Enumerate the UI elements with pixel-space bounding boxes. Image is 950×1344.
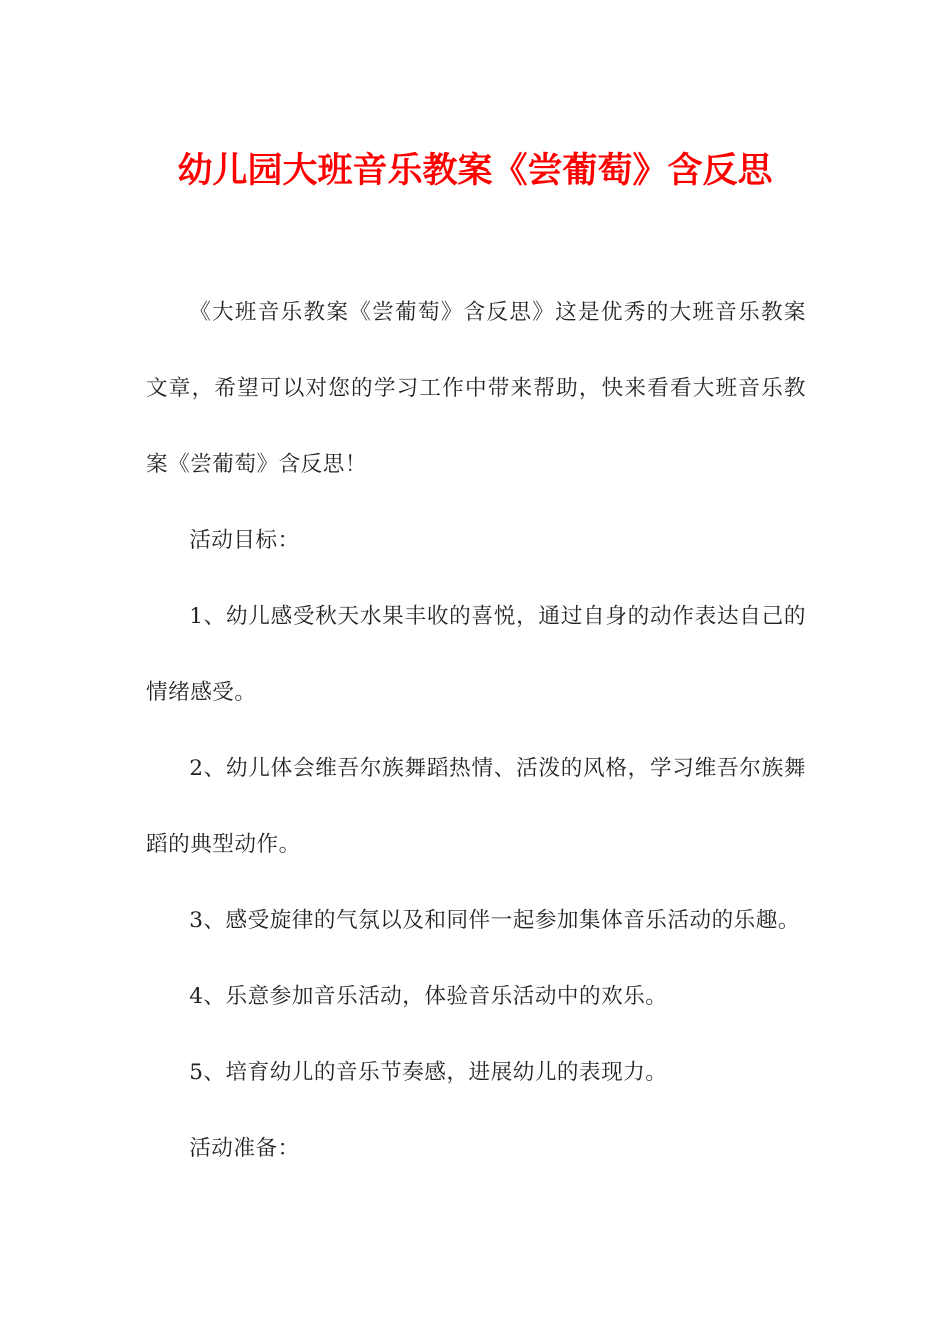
goal-item-5: 5、培育幼儿的音乐节奏感，进展幼儿的表现力。 bbox=[189, 1060, 668, 1085]
section-heading-preparation: 活动准备： bbox=[189, 1136, 300, 1161]
page-title: 幼儿园大班音乐教案《尝葡萄》含反思 bbox=[177, 151, 773, 191]
goal-item-1: 1、幼儿感受秋天水果丰收的喜悦，通过自身的动作表达自己的情绪感受。 bbox=[146, 604, 806, 705]
intro-paragraph: 《大班音乐教案《尝葡萄》含反思》这是优秀的大班音乐教案文章，希望可以对您的学习工作中带来帮助，快来看看大班音乐教案《尝葡萄》含反思！ bbox=[146, 300, 806, 477]
goal-item-4: 4、乐意参加音乐活动，体验音乐活动中的欢乐。 bbox=[189, 984, 668, 1009]
section-heading-goals: 活动目标： bbox=[189, 528, 300, 553]
goal-item-3: 3、感受旋律的气氛以及和同伴一起参加集体音乐活动的乐趣。 bbox=[189, 908, 800, 933]
goal-item-2: 2、幼儿体会维吾尔族舞蹈热情、活泼的风格，学习维吾尔族舞蹈的典型动作。 bbox=[146, 756, 806, 857]
document-body bbox=[146, 275, 806, 1187]
